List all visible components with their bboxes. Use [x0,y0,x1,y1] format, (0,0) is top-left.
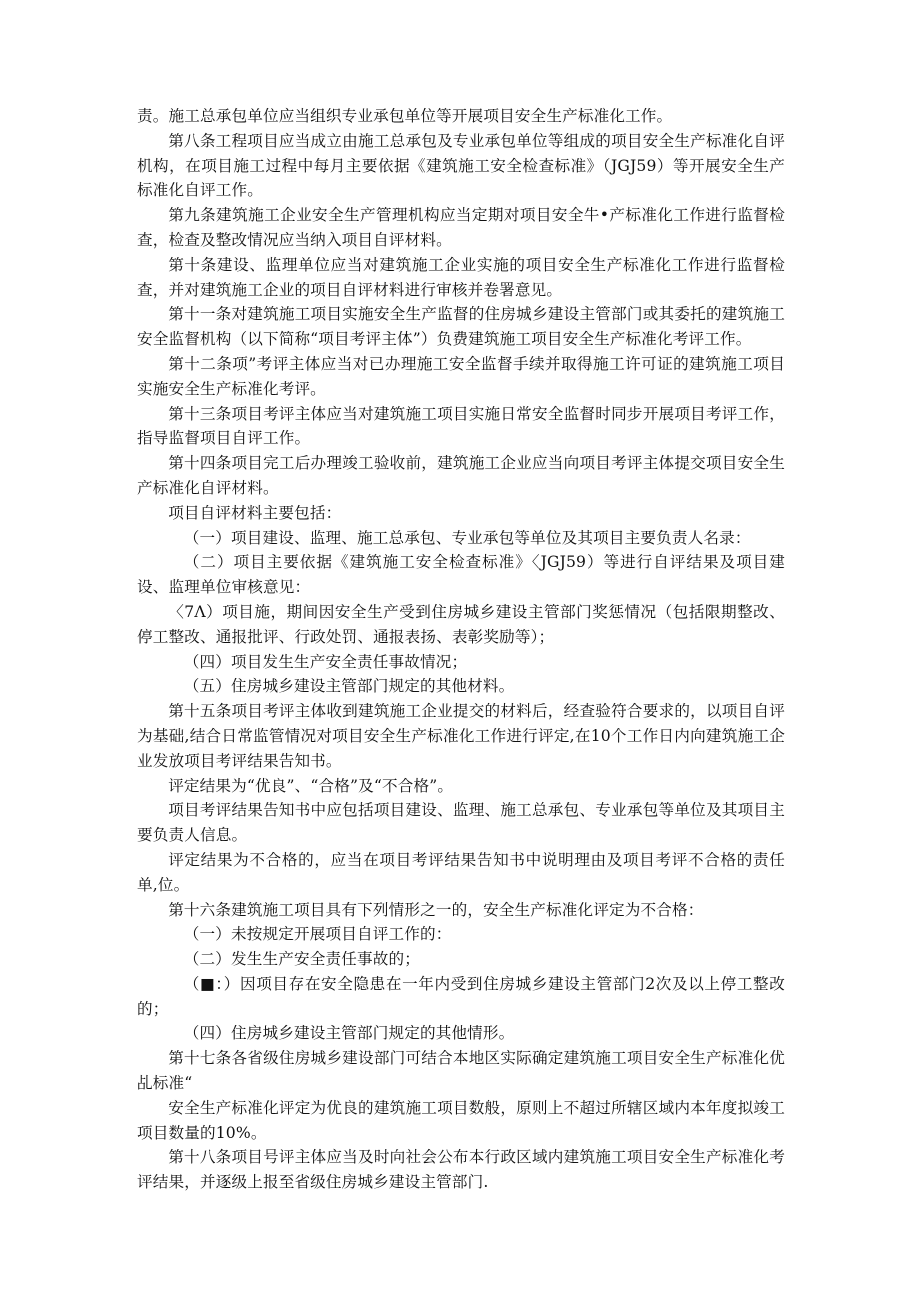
article-8: 第八条工程项目应当成立由施工总承包及专业承包单位等组成的项目安全生产标准化自评机构，在项目施工过程中每月主要依据《建筑施工安全检查标准》（JGJ59）等开展安全生产标准化自评工作。 [137,131,785,200]
article-14: 第十四条项目完工后办理竣工验收前，建筑施工企业应当向项目考评主体提交项目安全生产标准化自评材料。 [137,454,785,497]
article-12: 第十二条项”考评主体应当对已办理施工安全监督手续并取得施工许可证的建筑施工项目实施安全生产标准化考评。 [137,354,785,398]
list-item-2: （二）项目主要依据《建筑施工安全检查标准》〈JGJ59）等进行自评结果及项目建设、监理单位审核意见： [137,553,785,597]
article-9: 第九条建筑施工企业安全生产管理机构应当定期对项目安全牛•产标准化工作进行监督检查，检查及整改情况应当纳入项目自评材料。 [137,206,785,249]
document-page [137,104,785,1195]
notice-contents: 项目考评结果告知书中应包括项目建设、监理、施工总承包、专业承包等单位及其项目主要负责人信息。 [137,801,785,845]
article-16: 第十六条建筑施工项目具有下列情形之一的，安全生产标准化评定为不合格： [168,900,704,919]
article-13: 第十三条项目考评主体应当对建筑施工项目实施日常安全监督时同步开展项目考评工作，指导监督项目自评工作。 [137,404,785,448]
excellent-quota: 安全生产标准化评定为优良的建筑施工项目数般，原则上不超过所辖区域内本年度拟竣工项目数量的10%。 [137,1098,785,1142]
article-18: 第十八条项目号评主体应当及时向社会公布本行政区域内建筑施工项目安全生产标准化考评结果，并逐级上报至省级住房城乡建设主管部门. [137,1148,785,1192]
paragraph-continuation: 责。施工总承包单位应当组织专业承包单位等开展项目安全生产标准化工作。 [137,107,673,125]
unqualified-note: 评定结果为不合格的，应当在项目考评结果告知书中说明理由及项目考评不合格的责任单,位。 [137,850,785,894]
condition-item-4: （四）住房城乡建设主管部门规定的其他情形。 [183,1024,515,1043]
list-item-1: （一）项目建设、监理、施工总承包、专业承包等单位及其项目主要负责人名录： [183,528,751,547]
self-assessment-intro: 项目自评材料主要包括： [168,503,342,522]
condition-item-3: （■：）因项目存在安全隐患在一年内受到住房城乡建设主管部门2次及以上停工整改的； [137,974,785,1018]
article-15: 第十五条项目考评主体收到建筑施工企业提交的材料后，经查验符合要求的，以项目自评为基础,结合日常监管情况对项目安全生产标准化工作进行评定,在10个工作日内向建筑施工企业发放项目考评结果告知书。 [137,702,785,770]
list-item-5: （五）住房城乡建设主管部门规定的其他材料。 [183,677,515,696]
article-11: 第十一条对建筑施工项目实施安全生产监督的住房城乡建设主管部门或其委托的建筑施工安全监督机构（以下简称“项目考评主体”）负费建筑施工项目安全生产标准化考评工作。 [137,305,785,349]
article-17: 第十七条各省级住房城乡建设部门可结合本地区实际确定建筑施工项目安全生产标准化优乩标准“ [137,1049,785,1093]
article-10: 第十条建设、监理单位应当对建筑施工企业实施的项目安全生产标准化工作进行监督检查，并对建筑施工企业的项目自评材料进行审核并卷署意见。 [137,255,785,299]
list-item-3: 〈7Λ）项目施，期间因安全生产受到住房城乡建设主管部门奖惩情况（包括限期整改、停工整改、通报批评、行政处罚、通报表扬、表彰奖励等）； [137,602,785,646]
list-item-4: （四）项目发生生产安全责任事故情况； [183,652,468,671]
rating-results: 评定结果为“优良”、“合格”及“不合格”。 [168,776,454,795]
condition-item-2: （二）发生生产安全责任事故的； [183,950,420,969]
condition-item-1: （一）未按规定开展项目自评工作的： [183,925,452,944]
